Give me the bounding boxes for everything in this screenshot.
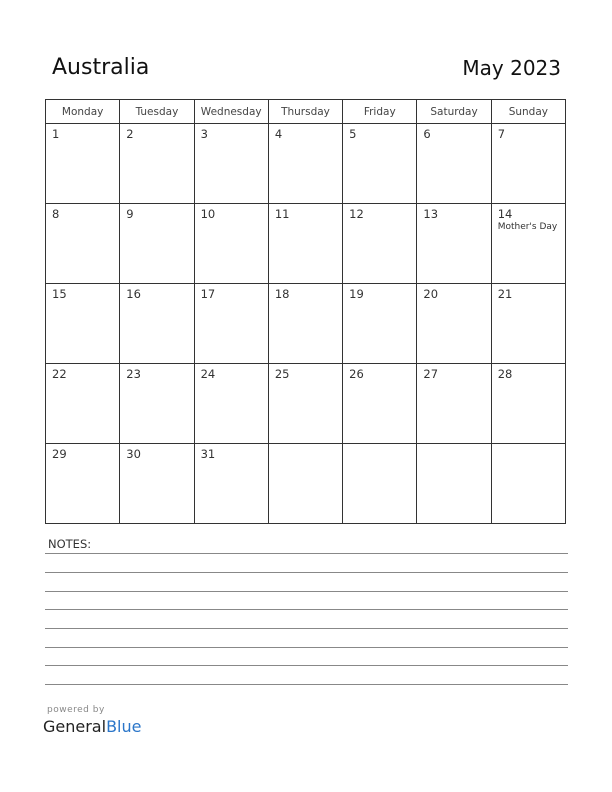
- notes-label: NOTES:: [48, 537, 92, 551]
- day-cell: [46, 204, 120, 284]
- notes-line: [45, 628, 568, 629]
- weekday-header: Tuesday: [120, 100, 194, 124]
- day-cell: [268, 204, 342, 284]
- day-number: 4: [274, 127, 283, 141]
- day-number: 31: [200, 447, 216, 461]
- day-number: 16: [126, 287, 141, 301]
- day-cell: [491, 284, 565, 364]
- day-cell: [417, 284, 491, 364]
- notes-line: [45, 609, 568, 610]
- day-cell: [343, 444, 417, 524]
- day-cell: [46, 124, 120, 204]
- day-number: 2: [126, 127, 134, 141]
- day-number: 20: [423, 287, 439, 301]
- week-row: [46, 284, 566, 364]
- day-number: 29: [52, 447, 67, 461]
- notes-line: [45, 684, 568, 685]
- holiday-label: Mother's Day: [497, 222, 558, 232]
- weekday-header: Sunday: [491, 100, 565, 124]
- day-number: 25: [274, 367, 290, 381]
- day-cell: [194, 284, 268, 364]
- weekday-header: Saturday: [417, 100, 491, 124]
- day-cell: [194, 204, 268, 284]
- day-cell: [120, 284, 194, 364]
- notes-line: [45, 553, 568, 554]
- day-cell: [120, 364, 194, 444]
- day-number: 13: [423, 207, 439, 221]
- calendar-grid: [45, 99, 566, 524]
- weekday-header: Thursday: [268, 100, 342, 124]
- day-cell: [194, 444, 268, 524]
- day-cell: [120, 444, 194, 524]
- day-cell: [343, 204, 417, 284]
- day-cell: [417, 204, 491, 284]
- day-cell: [268, 364, 342, 444]
- day-number: 5: [349, 127, 357, 141]
- day-number: 3: [200, 127, 208, 141]
- day-number: 18: [274, 287, 290, 301]
- day-number: 21: [497, 287, 513, 301]
- day-cell: [46, 284, 120, 364]
- day-number: 8: [52, 207, 60, 221]
- brand-general-text: General: [43, 717, 107, 736]
- day-cell: [120, 204, 194, 284]
- weekday-header: Friday: [343, 100, 417, 124]
- day-number: 7: [497, 127, 506, 141]
- calendar-country-title: Australia: [52, 55, 150, 80]
- brand-blue-text: Blue: [106, 717, 142, 736]
- brand-logo: [43, 717, 141, 736]
- day-cell: [194, 124, 268, 204]
- day-cell: [417, 364, 491, 444]
- day-cell: [343, 364, 417, 444]
- day-number: 9: [126, 207, 134, 221]
- day-number: 30: [126, 447, 141, 461]
- notes-line: [45, 647, 568, 648]
- day-cell: [343, 124, 417, 204]
- week-row: [46, 444, 566, 524]
- day-number: 17: [200, 287, 216, 301]
- day-number: 22: [52, 367, 67, 381]
- day-number: 23: [126, 367, 141, 381]
- day-number: 24: [200, 367, 216, 381]
- day-cell: [46, 444, 120, 524]
- day-number: 11: [274, 207, 290, 221]
- day-number: 6: [423, 127, 431, 141]
- day-cell: [491, 444, 565, 524]
- day-number: 27: [423, 367, 439, 381]
- day-number: 15: [52, 287, 67, 301]
- day-cell: [46, 364, 120, 444]
- day-number: 28: [497, 367, 513, 381]
- weekday-header-row: [46, 100, 566, 124]
- week-row: [46, 204, 566, 284]
- day-cell: [491, 124, 565, 204]
- notes-line: [45, 572, 568, 573]
- day-cell: [194, 364, 268, 444]
- day-cell: [268, 284, 342, 364]
- powered-by-text: powered by: [47, 705, 105, 715]
- day-cell: [417, 444, 491, 524]
- day-cell: [417, 124, 491, 204]
- day-number: 1: [52, 127, 60, 141]
- day-cell: [120, 124, 194, 204]
- day-cell: [491, 204, 565, 284]
- day-number: 14: [497, 207, 513, 221]
- week-row: [46, 364, 566, 444]
- weekday-header: Monday: [46, 100, 120, 124]
- day-number: 26: [349, 367, 364, 381]
- calendar-month-title: May 2023: [462, 56, 561, 80]
- day-number: 10: [200, 207, 216, 221]
- day-cell: [491, 364, 565, 444]
- day-cell: [268, 444, 342, 524]
- day-number: 19: [349, 287, 364, 301]
- day-cell: [343, 284, 417, 364]
- notes-line: [45, 591, 568, 592]
- day-number: 12: [349, 207, 364, 221]
- notes-line: [45, 665, 568, 666]
- day-cell: [268, 124, 342, 204]
- week-row: [46, 124, 566, 204]
- weekday-header: Wednesday: [194, 100, 268, 124]
